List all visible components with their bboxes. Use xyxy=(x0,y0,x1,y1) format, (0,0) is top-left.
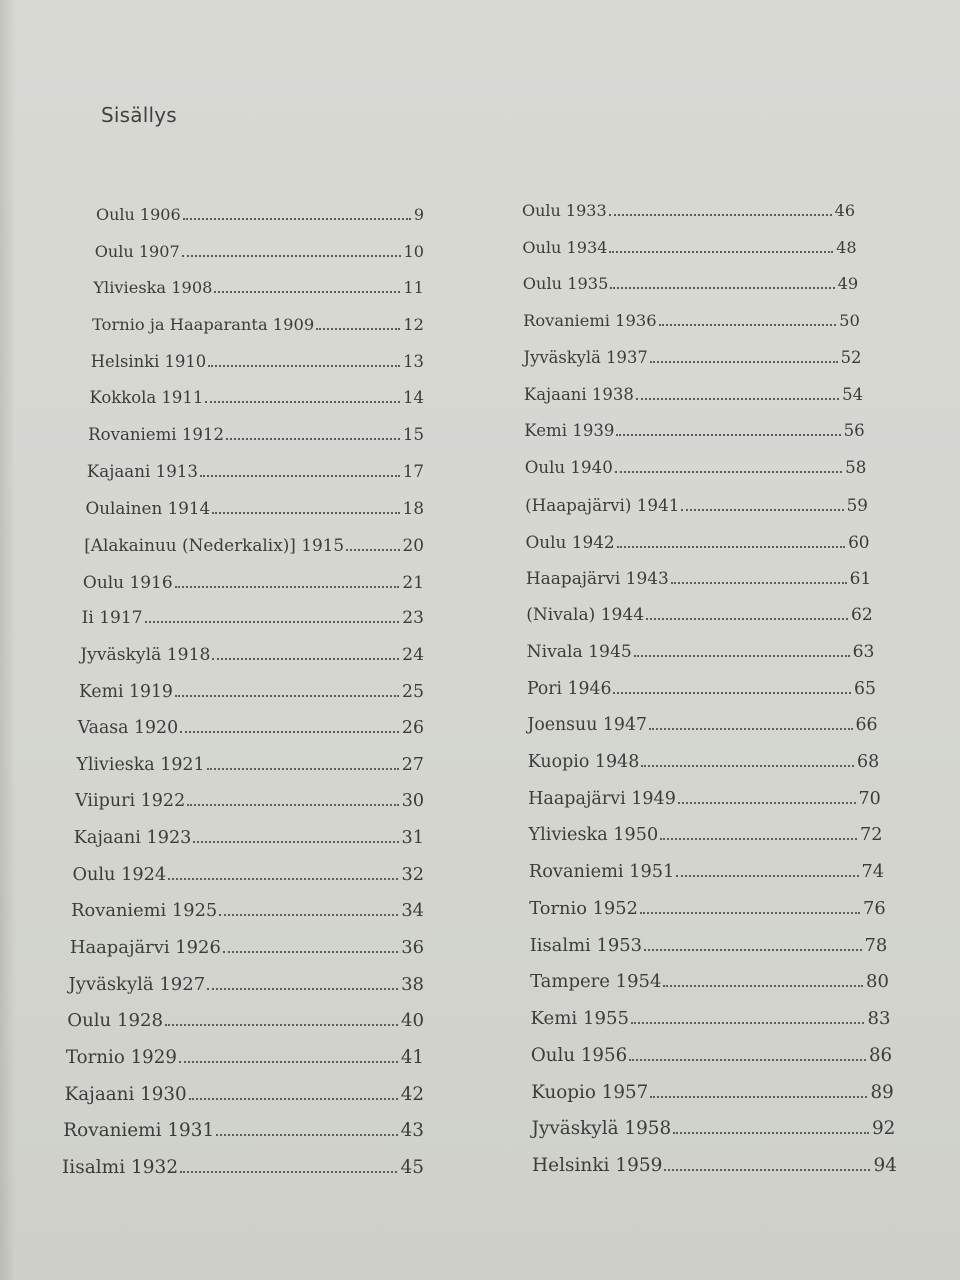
toc-entry-title: Kemi 1919 xyxy=(79,681,173,702)
toc-entry xyxy=(532,1119,896,1139)
toc-entry xyxy=(529,825,883,845)
dot-leader xyxy=(673,1131,869,1134)
toc-entry-page-number: 63 xyxy=(852,641,875,662)
dot-leader xyxy=(640,911,860,914)
toc-entry-page-number: 17 xyxy=(402,461,424,481)
toc-entry-title: Oulainen 1914 xyxy=(85,498,211,519)
toc-entry-page-number: 25 xyxy=(402,681,424,702)
toc-entry-page-number: 48 xyxy=(836,237,857,257)
dot-leader xyxy=(649,727,853,730)
page-title: Sisällys xyxy=(101,103,177,127)
toc-entry-page-number: 45 xyxy=(400,1157,424,1178)
toc-entry xyxy=(531,1046,892,1066)
toc-entry-page-number: 80 xyxy=(866,971,889,993)
dot-leader xyxy=(634,654,850,657)
toc-entry xyxy=(524,348,862,368)
toc-entry xyxy=(525,532,869,552)
toc-entry-title: Jyväskylä 1918 xyxy=(80,644,211,665)
toc-entry xyxy=(524,385,863,405)
toc-entry xyxy=(529,862,884,882)
toc-entry-page-number: 50 xyxy=(839,311,860,331)
toc-entry xyxy=(78,718,424,738)
toc-entry-title: Kemi 1955 xyxy=(530,1008,630,1030)
dot-leader xyxy=(650,360,838,363)
toc-entry-title: Helsinki 1910 xyxy=(90,351,207,371)
dot-leader xyxy=(676,874,858,877)
toc-entry xyxy=(72,865,424,885)
toc-entry-title: Tornio ja Haaparanta 1909 xyxy=(92,314,315,334)
toc-entry xyxy=(523,311,860,331)
toc-entry-page-number: 23 xyxy=(402,608,424,629)
toc-entry-title: Joensuu 1947 xyxy=(527,715,647,736)
toc-entry xyxy=(66,1048,424,1068)
dot-leader xyxy=(617,545,845,548)
toc-entry-title: Ylivieska 1921 xyxy=(76,754,205,775)
toc-entry-page-number: 31 xyxy=(401,828,424,849)
dot-leader xyxy=(180,1170,397,1173)
dot-leader xyxy=(631,1021,864,1024)
page-edge-shadow xyxy=(0,0,16,1280)
toc-entry xyxy=(65,1085,424,1105)
toc-entry xyxy=(91,352,424,372)
dot-leader xyxy=(216,1133,397,1136)
toc-entry-title: Kajaani 1923 xyxy=(73,828,192,849)
toc-entry-title: Kuopio 1957 xyxy=(531,1081,649,1103)
dot-leader xyxy=(671,581,847,584)
toc-entry-page-number: 10 xyxy=(403,241,424,261)
toc-entry-title: Oulu 1916 xyxy=(82,571,173,592)
toc-entry xyxy=(527,715,877,735)
dot-leader xyxy=(615,470,842,473)
toc-entry-page-number: 60 xyxy=(848,531,870,552)
toc-entry xyxy=(82,608,424,628)
toc-entry-title: Ii 1917 xyxy=(81,608,143,629)
toc-entry-title: Rovaniemi 1951 xyxy=(528,862,675,883)
dot-leader xyxy=(613,691,851,694)
toc-entry-page-number: 58 xyxy=(845,458,867,478)
toc-entry-page-number: 66 xyxy=(855,715,878,736)
toc-entry-title: Haapajärvi 1926 xyxy=(69,937,221,959)
toc-entry-page-number: 72 xyxy=(860,825,883,846)
toc-entry-title: Rovaniemi 1936 xyxy=(523,311,657,331)
toc-entry-title: Jyväskylä 1958 xyxy=(531,1118,672,1140)
dot-leader xyxy=(205,400,400,403)
toc-entry-title: Oulu 1924 xyxy=(72,864,167,885)
toc-entry-title: Iisalmi 1932 xyxy=(62,1157,179,1178)
toc-entry-page-number: 94 xyxy=(873,1155,897,1176)
toc-entry-page-number: 40 xyxy=(400,1010,424,1032)
toc-entry-page-number: 43 xyxy=(400,1120,424,1142)
toc-entry-page-number: 61 xyxy=(849,568,872,589)
toc-entry xyxy=(69,975,424,995)
dot-leader xyxy=(165,1023,398,1026)
toc-entry xyxy=(526,605,873,625)
dot-leader xyxy=(664,1168,870,1171)
dot-leader xyxy=(168,877,398,880)
toc-entry xyxy=(63,1121,424,1141)
toc-entry-page-number: 92 xyxy=(871,1118,896,1140)
toc-entry-title: Pori 1946 xyxy=(527,678,612,699)
toc-entry-title: (Nivala) 1944 xyxy=(526,605,645,626)
toc-entry-title: Oulu 1942 xyxy=(525,531,615,552)
toc-entry-title: Nivala 1945 xyxy=(526,641,632,662)
toc-entry-title: Helsinki 1959 xyxy=(532,1155,663,1176)
dot-leader xyxy=(212,657,399,660)
toc-entry xyxy=(525,495,868,515)
toc-entry-title: (Haapajärvi) 1941 xyxy=(525,494,680,515)
toc-entry xyxy=(92,315,424,335)
toc-entry xyxy=(528,789,881,809)
toc-entry-title: Vaasa 1920 xyxy=(77,718,179,739)
dot-leader xyxy=(644,948,861,951)
dot-leader xyxy=(223,950,398,953)
toc-entry xyxy=(527,679,876,699)
toc-entry-page-number: 41 xyxy=(400,1047,424,1069)
dot-leader xyxy=(609,213,832,216)
toc-entry xyxy=(531,1083,894,1103)
toc-entry-title: Oulu 1940 xyxy=(524,458,613,478)
toc-entry xyxy=(526,568,871,588)
toc-entry-page-number: 26 xyxy=(401,718,424,739)
toc-entry xyxy=(530,972,889,992)
toc-entry-title: Oulu 1935 xyxy=(522,274,609,294)
toc-entry-page-number: 62 xyxy=(851,605,873,626)
toc-entry xyxy=(523,274,858,294)
dot-leader xyxy=(641,764,854,767)
dot-leader xyxy=(175,585,400,588)
toc-entry xyxy=(62,1158,424,1178)
toc-entry-title: Oulu 1933 xyxy=(522,201,607,220)
toc-entry xyxy=(74,828,424,848)
dot-leader xyxy=(183,217,411,220)
toc-entry xyxy=(93,278,424,298)
toc-entry-title: Rovaniemi 1912 xyxy=(88,424,224,444)
toc-entry-title: [Alakainuu (Nederkalix)] 1915 xyxy=(84,534,345,555)
toc-entry-page-number: 15 xyxy=(402,424,424,444)
dot-leader xyxy=(636,397,839,400)
toc-entry-page-number: 89 xyxy=(870,1081,894,1103)
toc-entry-page-number: 49 xyxy=(837,274,859,294)
dot-leader xyxy=(207,987,398,990)
toc-entry-page-number: 86 xyxy=(868,1044,893,1066)
dot-leader xyxy=(182,254,401,257)
toc-entry xyxy=(75,791,424,811)
dot-leader xyxy=(180,730,399,733)
dot-leader xyxy=(681,508,843,511)
toc-entry-title: Tornio 1929 xyxy=(65,1047,177,1069)
toc-entry xyxy=(87,462,424,482)
toc-entry-page-number: 83 xyxy=(867,1008,891,1030)
toc-entry xyxy=(89,388,424,408)
toc-entry xyxy=(67,1011,424,1031)
toc-entry xyxy=(95,242,424,262)
toc-entry-title: Oulu 1934 xyxy=(522,237,608,257)
dot-leader xyxy=(187,803,398,806)
toc-entry xyxy=(530,936,888,956)
toc-entry-page-number: 32 xyxy=(401,864,424,885)
toc-entry-page-number: 11 xyxy=(403,278,424,298)
toc-entry xyxy=(83,572,424,592)
toc-entry xyxy=(528,752,879,772)
toc-entry-page-number: 46 xyxy=(834,201,855,220)
toc-entry-page-number: 78 xyxy=(864,934,888,956)
toc-entry-page-number: 70 xyxy=(858,788,881,809)
toc-entry-page-number: 65 xyxy=(854,678,876,699)
toc-entry xyxy=(527,642,875,662)
dot-leader xyxy=(207,767,399,770)
toc-entry xyxy=(532,1156,897,1176)
toc-entry-page-number: 27 xyxy=(401,754,424,775)
toc-entry xyxy=(80,645,424,665)
toc-entry-page-number: 34 xyxy=(401,900,424,922)
toc-entry-title: Kemi 1939 xyxy=(524,421,615,441)
toc-entry-title: Oulu 1907 xyxy=(94,241,180,261)
dot-leader xyxy=(346,548,399,551)
dot-leader xyxy=(226,437,400,440)
toc-entry-page-number: 76 xyxy=(863,897,886,919)
toc-entry xyxy=(86,498,424,518)
toc-entry-title: Haapajärvi 1949 xyxy=(528,788,676,809)
dot-leader xyxy=(610,286,834,289)
dot-leader xyxy=(175,694,399,697)
toc-entry-page-number: 36 xyxy=(401,937,424,959)
toc-entry-title: Kokkola 1911 xyxy=(89,388,204,408)
toc-entry xyxy=(79,682,424,702)
dot-leader xyxy=(200,474,400,477)
toc-entry xyxy=(524,421,864,441)
toc-entry xyxy=(70,938,424,958)
toc-entry-page-number: 54 xyxy=(842,384,864,404)
toc-entry-page-number: 12 xyxy=(403,314,424,334)
toc-entry-title: Rovaniemi 1931 xyxy=(63,1120,215,1142)
dot-leader xyxy=(179,1060,398,1063)
dot-leader xyxy=(678,801,856,804)
toc-entry-title: Kajaani 1938 xyxy=(523,384,634,404)
dot-leader xyxy=(316,327,400,330)
toc-entry xyxy=(88,425,424,445)
dot-leader xyxy=(650,1095,867,1098)
dot-leader xyxy=(219,913,398,916)
toc-entry-title: Ylivieska 1950 xyxy=(528,825,659,846)
dot-leader xyxy=(208,364,400,367)
dot-leader xyxy=(193,840,398,843)
dot-leader xyxy=(616,433,840,436)
toc-entry-page-number: 30 xyxy=(401,791,424,812)
toc-entry-title: Kajaani 1930 xyxy=(64,1083,187,1105)
toc-entry-page-number: 13 xyxy=(403,351,424,371)
toc-entry xyxy=(84,535,424,555)
toc-entry-title: Jyväskylä 1937 xyxy=(523,347,648,367)
toc-entry xyxy=(96,205,424,225)
toc-entry-page-number: 9 xyxy=(413,205,424,224)
toc-entry-title: Oulu 1906 xyxy=(96,205,181,224)
toc-entry-title: Kajaani 1913 xyxy=(86,461,198,481)
dot-leader xyxy=(145,620,400,623)
toc-entry-page-number: 59 xyxy=(846,494,868,515)
toc-entry xyxy=(530,1009,890,1029)
toc-entry-title: Ylivieska 1908 xyxy=(93,278,213,298)
dot-leader xyxy=(646,617,848,620)
toc-entry-page-number: 68 xyxy=(857,751,880,772)
dot-leader xyxy=(212,511,399,514)
toc-entry-title: Haapajärvi 1943 xyxy=(525,568,669,589)
toc-entry-page-number: 21 xyxy=(402,571,424,592)
dot-leader xyxy=(659,323,837,326)
toc-entry-title: Iisalmi 1953 xyxy=(529,934,643,956)
toc-entry-title: Viipuri 1922 xyxy=(75,791,186,812)
toc-entry-page-number: 56 xyxy=(843,421,865,441)
toc-entry-page-number: 42 xyxy=(400,1083,424,1105)
toc-entry-title: Tampere 1954 xyxy=(530,971,662,993)
dot-leader xyxy=(663,984,863,987)
dot-leader xyxy=(629,1058,866,1061)
dot-leader xyxy=(189,1097,398,1100)
toc-entry-title: Jyväskylä 1927 xyxy=(68,973,206,995)
toc-entry-title: Rovaniemi 1925 xyxy=(71,900,218,922)
toc-entry-title: Tornio 1952 xyxy=(529,897,638,919)
toc-entry-page-number: 20 xyxy=(402,534,424,555)
toc-entry-page-number: 52 xyxy=(840,347,862,367)
dot-leader xyxy=(609,250,833,253)
dot-leader xyxy=(660,837,857,840)
toc-entry xyxy=(529,899,885,919)
toc-entry xyxy=(522,238,856,258)
toc-entry-title: Oulu 1956 xyxy=(530,1044,628,1066)
toc-entry-page-number: 38 xyxy=(401,973,424,995)
toc-entry xyxy=(522,201,855,221)
toc-entry-title: Oulu 1928 xyxy=(67,1010,164,1032)
toc-entry-title: Kuopio 1948 xyxy=(527,751,640,772)
toc-entry xyxy=(525,458,867,478)
toc-entry-page-number: 24 xyxy=(402,644,424,665)
dot-leader xyxy=(214,290,400,293)
toc-entry-page-number: 74 xyxy=(861,862,885,883)
toc-entry-page-number: 14 xyxy=(403,388,424,408)
toc-entry-page-number: 18 xyxy=(402,498,424,519)
toc-entry xyxy=(71,901,424,921)
toc-entry xyxy=(76,755,424,775)
